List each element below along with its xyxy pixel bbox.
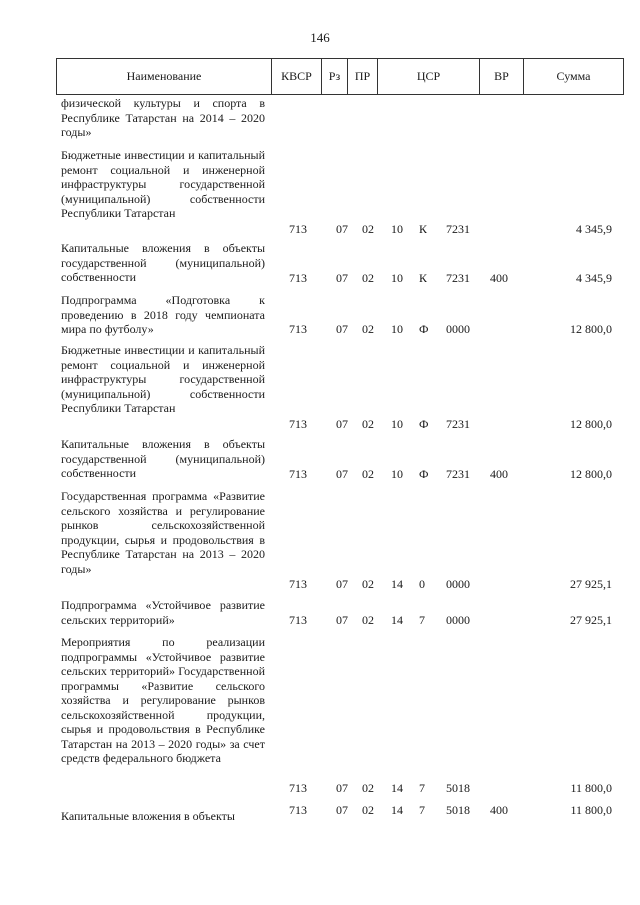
cell-csr-program: 10 bbox=[391, 467, 403, 481]
row-name: Государственная программа «Развитие сельского хозяйства и регулирование рынков сельскохозяйственной продукции, сырья и продовольствия в Республике Татарстан на 2013 – 2020 годы» bbox=[61, 489, 265, 576]
cell-rz: 07 bbox=[336, 781, 348, 795]
cell-pr: 02 bbox=[362, 613, 374, 627]
cell-csr-direction: 5018 bbox=[446, 781, 470, 795]
cell-sum: 12 800,0 bbox=[570, 467, 612, 481]
cell-vr: 400 bbox=[490, 803, 508, 817]
cell-rz: 07 bbox=[336, 271, 348, 285]
cell-kvsr: 713 bbox=[289, 417, 307, 431]
cell-kvsr: 713 bbox=[289, 613, 307, 627]
cell-csr-direction: 0000 bbox=[446, 613, 470, 627]
header-sum: Сумма bbox=[523, 59, 623, 94]
cell-csr-direction: 0000 bbox=[446, 577, 470, 591]
cell-kvsr: 713 bbox=[289, 803, 307, 817]
row-name: Бюджетные инвестиции и капитальный ремонт социальной и инженерной инфраструктуры государственной (муниципальной) собственности Республики Татарстан bbox=[61, 343, 265, 415]
cell-pr: 02 bbox=[362, 222, 374, 236]
header-csr: ЦСР bbox=[377, 59, 479, 94]
cell-sum: 27 925,1 bbox=[570, 577, 612, 591]
row-name: Бюджетные инвестиции и капитальный ремонт социальной и инженерной инфраструктуры государственной (муниципальной) собственности Республики Татарстан bbox=[61, 148, 265, 220]
cell-kvsr: 713 bbox=[289, 467, 307, 481]
cell-csr-program: 10 bbox=[391, 271, 403, 285]
cell-kvsr: 713 bbox=[289, 222, 307, 236]
cell-kvsr: 713 bbox=[289, 577, 307, 591]
cell-sum: 12 800,0 bbox=[570, 417, 612, 431]
cell-pr: 02 bbox=[362, 467, 374, 481]
cell-kvsr: 713 bbox=[289, 271, 307, 285]
row-name: Капитальные вложения в объекты bbox=[61, 809, 235, 823]
cell-csr-direction: 7231 bbox=[446, 417, 470, 431]
cell-kvsr: 713 bbox=[289, 322, 307, 336]
cell-sum: 27 925,1 bbox=[570, 613, 612, 627]
cell-csr-program: 14 bbox=[391, 613, 403, 627]
page-number: 146 bbox=[310, 30, 330, 45]
cell-pr: 02 bbox=[362, 417, 374, 431]
cell-csr-program: 10 bbox=[391, 417, 403, 431]
cell-csr-program: 14 bbox=[391, 577, 403, 591]
cell-csr-subprogram: 0 bbox=[419, 577, 425, 591]
cell-csr-direction: 7231 bbox=[446, 467, 470, 481]
cell-sum: 11 800,0 bbox=[570, 803, 612, 817]
cell-csr-subprogram: 7 bbox=[419, 781, 425, 795]
header-name: Наименование bbox=[126, 69, 202, 83]
cell-csr-program: 14 bbox=[391, 803, 403, 817]
cell-sum: 12 800,0 bbox=[570, 322, 612, 336]
cell-pr: 02 bbox=[362, 803, 374, 817]
table-header bbox=[56, 58, 624, 95]
cell-csr-subprogram: 7 bbox=[419, 613, 425, 627]
cell-sum: 4 345,9 bbox=[576, 271, 612, 285]
header-pr: ПР bbox=[347, 59, 377, 94]
header-kvsr: КВСР bbox=[271, 59, 321, 94]
cell-csr-subprogram: К bbox=[419, 222, 428, 236]
cell-kvsr: 713 bbox=[289, 781, 307, 795]
cell-csr-program: 10 bbox=[391, 322, 403, 336]
cell-csr-direction: 7231 bbox=[446, 222, 470, 236]
cell-csr-direction: 7231 bbox=[446, 271, 470, 285]
cell-csr-subprogram: Ф bbox=[419, 417, 429, 431]
cell-pr: 02 bbox=[362, 781, 374, 795]
row-name: Подпрограмма «Подготовка к проведению в 2018 году чемпионата мира по футболу» bbox=[61, 293, 265, 336]
row-name: Подпрограмма «Устойчивое развитие сельских территорий» bbox=[61, 598, 265, 627]
row-name: Капитальные вложения в объекты государственной (муниципальной) собственности bbox=[61, 437, 265, 480]
cell-sum: 11 800,0 bbox=[570, 781, 612, 795]
cell-rz: 07 bbox=[336, 577, 348, 591]
cell-rz: 07 bbox=[336, 322, 348, 336]
cell-vr: 400 bbox=[490, 271, 508, 285]
cell-csr-direction: 0000 bbox=[446, 322, 470, 336]
cell-sum: 4 345,9 bbox=[576, 222, 612, 236]
cell-pr: 02 bbox=[362, 322, 374, 336]
cell-csr-subprogram: К bbox=[419, 271, 428, 285]
row-name: физической культуры и спорта в Республике Татарстан на 2014 – 2020 годы» bbox=[61, 96, 265, 139]
row-name: Мероприятия по реализации подпрограммы «Устойчивое развитие сельских территорий» Государственной программы «Развитие сельского хозяйства и регулирование рынков сельскохозяйственной продукции, сырья и продовольствия в Республике Татарстан на 2013 – 2020 годы» за счет средств федерального бюджета bbox=[61, 635, 265, 765]
cell-vr: 400 bbox=[490, 467, 508, 481]
row-name: Капитальные вложения в объекты государственной (муниципальной) собственности bbox=[61, 241, 265, 284]
cell-csr-subprogram: Ф bbox=[419, 322, 429, 336]
cell-rz: 07 bbox=[336, 803, 348, 817]
header-vr: ВР bbox=[479, 59, 523, 94]
cell-csr-program: 10 bbox=[391, 222, 403, 236]
cell-csr-subprogram: 7 bbox=[419, 803, 425, 817]
cell-rz: 07 bbox=[336, 417, 348, 431]
cell-csr-program: 14 bbox=[391, 781, 403, 795]
cell-rz: 07 bbox=[336, 467, 348, 481]
header-rz: Рз bbox=[321, 59, 347, 94]
cell-pr: 02 bbox=[362, 577, 374, 591]
cell-csr-subprogram: Ф bbox=[419, 467, 429, 481]
cell-csr-direction: 5018 bbox=[446, 803, 470, 817]
cell-pr: 02 bbox=[362, 271, 374, 285]
cell-rz: 07 bbox=[336, 613, 348, 627]
cell-rz: 07 bbox=[336, 222, 348, 236]
